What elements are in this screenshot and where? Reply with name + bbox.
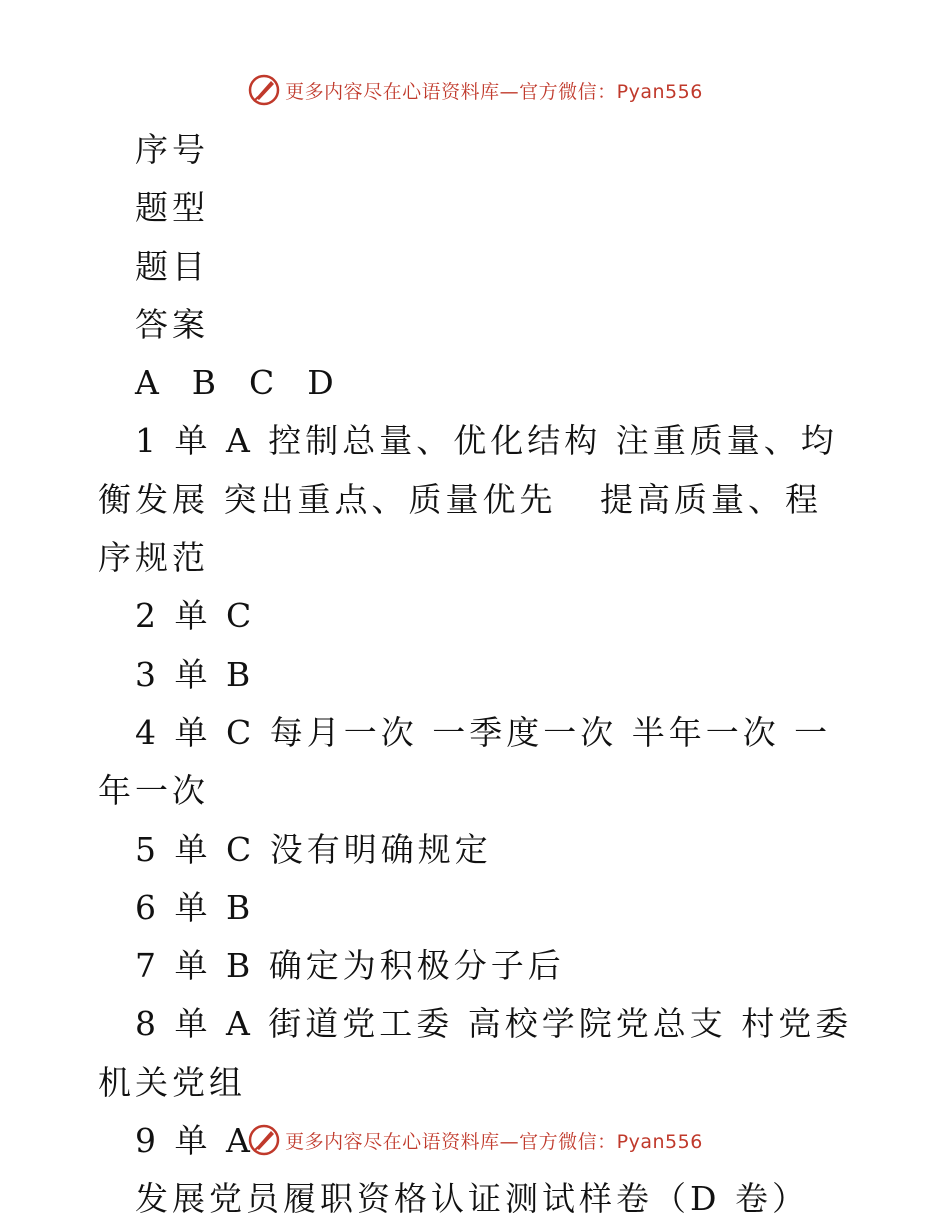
document-body <box>98 121 867 1229</box>
text-line: 8 单 A 街道党工委 高校学院党总支 村党委 机关党组 <box>98 1004 867 1102</box>
text-line: 3 单 B <box>135 654 255 694</box>
text-line: 题目 <box>135 246 209 286</box>
text-line: 题型 <box>135 188 209 228</box>
text-line: 2 单 C <box>135 596 256 636</box>
watermark-text: 更多内容尽在心语资料库—官方微信：Pyan556 <box>285 1130 703 1153</box>
quill-logo-icon <box>247 73 281 107</box>
text-line: 4 单 C 每月一次 一季度一次 半年一次 一年一次 <box>98 712 832 811</box>
text-line: 1 单 A 控制总量、优化结构 注重质量、均衡发展 突出重点、质量优先 提高质量、程序规范 <box>98 421 838 578</box>
quill-logo-icon <box>247 1123 281 1157</box>
footer-watermark-banner <box>0 1120 950 1160</box>
text-line: 5 单 C 没有明确规定 <box>135 829 492 869</box>
text-line: 答案 <box>135 304 209 344</box>
text-line: 6 单 B <box>135 887 255 927</box>
text-line: 7 单 B 确定为积极分子后 <box>135 946 565 986</box>
text-line: 发展党员履职资格认证测试样卷（D 卷） <box>135 1179 809 1219</box>
text-line: 序号 <box>135 130 209 169</box>
text-line: A B C D <box>135 363 338 403</box>
header-watermark-banner <box>0 70 950 110</box>
watermark-text: 更多内容尽在心语资料库—官方微信：Pyan556 <box>285 80 703 103</box>
text-line: 9 单 A <box>135 1121 254 1161</box>
